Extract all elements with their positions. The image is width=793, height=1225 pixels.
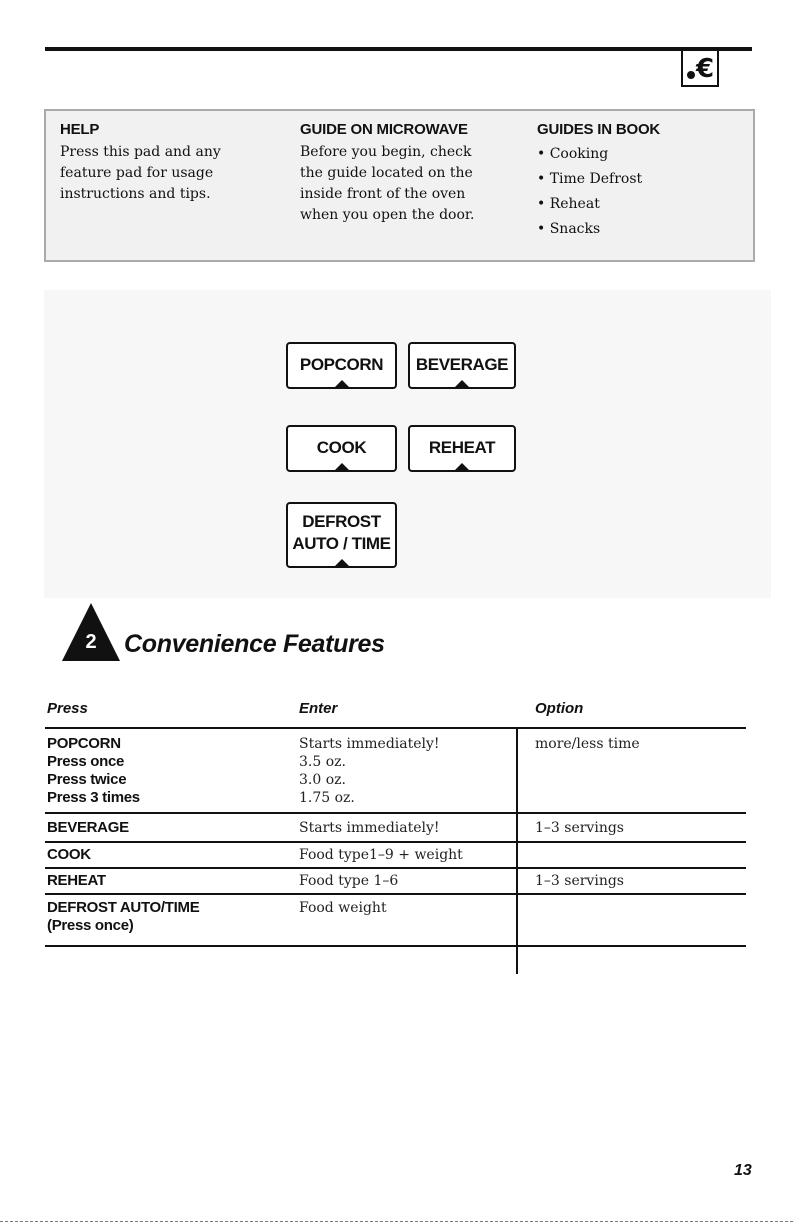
pad-arrow-icon [334,463,350,471]
press-cook: COOK [47,846,91,863]
guide-column [300,121,515,226]
press-twice: Press twice [47,771,127,788]
table-cell-enter: Food type1–9 + weight [299,847,463,863]
popcorn-label: POPCORN [299,355,384,374]
table-cell-enter: Food type 1–6 [299,873,399,889]
help-heading: HELP [60,121,100,138]
press-defrost-auto-time: DEFROST AUTO/TIME [47,899,200,916]
table-cell-press [47,899,199,935]
books-item: • Time Defrost [537,167,660,192]
guide-line: Before you begin, check [300,144,472,160]
books-item: • Cooking [537,142,660,167]
press-three-times: Press 3 times [47,789,140,806]
section-badge [62,603,120,661]
books-column [537,121,660,242]
table-rule [45,867,746,869]
defrost-auto-time-pad[interactable] [286,502,397,568]
auto-time-label: AUTO / TIME [292,534,391,553]
section-title: Convenience Features [124,630,385,658]
books-heading: GUIDES IN BOOK [537,121,661,138]
table-rule [45,812,746,814]
reheat-pad[interactable] [408,425,516,472]
table-rule [45,841,746,843]
help-band [44,109,755,262]
press-column-header: Press [47,700,88,717]
beverage-label: BEVERAGE [415,355,509,374]
enter-value: 1.75 oz. [299,790,355,806]
cook-label: COOK [316,438,367,457]
pad-arrow-icon [334,380,350,388]
press-once: Press once [47,753,125,770]
enter-value: 3.5 oz. [299,754,346,770]
pad-arrow-icon [454,463,470,471]
page-number: 13 [734,1162,752,1179]
column-divider [516,727,518,974]
table-cell-enter [299,735,440,807]
bottom-rule [0,1221,793,1223]
guide-line: inside front of the oven [300,186,466,202]
press-reheat: REHEAT [47,872,106,889]
top-rule [45,47,752,51]
table-rule [45,945,746,947]
table-cell-option: 1–3 servings [535,873,624,889]
defrost-label: DEFROST [302,512,381,531]
pointing-hand-icon: € [681,51,719,87]
section-number: 2 [85,631,97,653]
enter-value: Starts immediately! [299,736,440,752]
help-line: feature pad for usage [60,165,214,181]
reheat-label: REHEAT [428,438,496,457]
pad-arrow-icon [334,559,350,567]
guide-line: the guide located on the [300,165,473,181]
option-column-header: Option [535,700,584,717]
books-item: • Reheat [537,192,660,217]
guide-line: when you open the door. [300,207,475,223]
press-beverage: BEVERAGE [47,819,129,836]
enter-value: 3.0 oz. [299,772,346,788]
help-line: Press this pad and any [60,144,221,160]
table-cell-option: more/less time [535,736,640,752]
pad-arrow-icon [454,380,470,388]
guide-heading: GUIDE ON MICROWAVE [300,121,468,138]
table-cell-enter: Starts immediately! [299,820,440,836]
popcorn-pad[interactable] [286,342,397,389]
table-rule [45,727,746,729]
cook-pad[interactable] [286,425,397,472]
table-rule [45,893,746,895]
books-item: • Snacks [537,217,660,242]
table-cell-enter: Food weight [299,900,387,916]
help-column [60,121,275,205]
beverage-pad[interactable] [408,342,516,389]
table-cell-press [47,735,140,807]
table-cell-option: 1–3 servings [535,820,624,836]
enter-column-header: Enter [299,700,338,717]
press-popcorn: POPCORN [47,735,121,752]
help-line: instructions and tips. [60,186,211,202]
press-once-note: (Press once) [47,917,134,934]
keypad-panel [44,290,771,598]
